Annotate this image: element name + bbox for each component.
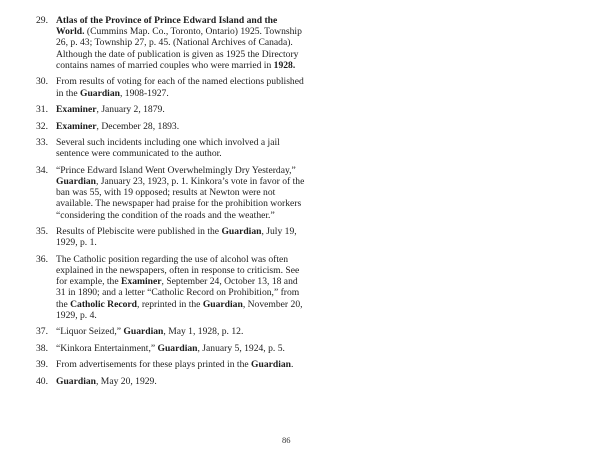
- endnote-text: [56, 137, 306, 159]
- endnote-number: 38.: [36, 342, 48, 354]
- page-number: 86: [282, 435, 291, 445]
- endnote-number: 40.: [36, 375, 48, 387]
- endnote-source-title: Guardian: [202, 298, 243, 310]
- endnote-number: 29.: [36, 15, 48, 26]
- endnote-text: [56, 343, 306, 354]
- endnote-text-run: The Catholic position regarding the use of alcohol was often explained in the newspapers, often in response to criticism. See for example, the: [56, 253, 300, 288]
- endnote-source-title: Atlas of the Province of Prince Edward Island and the World.: [56, 15, 278, 38]
- endnote-number: 35.: [36, 226, 48, 238]
- endnote-text-run: Results of Plebiscite were published in the: [56, 226, 222, 238]
- endnote-text-run: , May 1, 1928, p. 12.: [163, 326, 244, 338]
- endnote-text: [56, 254, 306, 321]
- endnote-source-title: 1928.: [273, 59, 296, 71]
- endnote-item: [26, 359, 306, 370]
- endnote-text-run: “Liquor Seized,”: [56, 326, 124, 338]
- endnote-source-title: Catholic Record: [70, 298, 138, 310]
- endnote-number: 30.: [36, 76, 48, 88]
- endnote-text-run: , July 19, 1929, p. 1.: [56, 226, 297, 249]
- endnote-text-run: From results of voting for each of the named elections published in the: [56, 76, 304, 99]
- endnote-text-run: From advertisements for these plays printed in the: [56, 359, 252, 371]
- endnote-text: [56, 121, 306, 132]
- endnote-number: 37.: [36, 326, 48, 338]
- endnote-item: [26, 121, 306, 132]
- endnote-number: 39.: [36, 359, 48, 371]
- endnote-text-run: .: [291, 359, 294, 371]
- endnote-text-run: , 1908-1927.: [119, 87, 169, 99]
- endnote-text-run: , January 2, 1879.: [96, 104, 165, 116]
- endnote-text-run: , January 5, 1924, p. 5.: [197, 342, 285, 354]
- endnote-text-run: , January 23, 1923, p. 1. Kinkora’s vote in favor of the ban was 55, with 19 opposed; results at Newton were not available. The newspaper had praise for the prohibition workers “considering the condition of the roads and the weather.”: [56, 175, 305, 221]
- endnote-text-run: “Prince Edward Island Went Overwhelmingly Dry Yesterday,”: [56, 164, 296, 176]
- endnote-number: 32.: [36, 120, 48, 132]
- endnote-item: [26, 76, 306, 98]
- endnote-text: [56, 326, 306, 337]
- endnote-text-run: Several such incidents including one which involved a jail sentence were communicated to the author.: [56, 137, 280, 160]
- endnote-source-title: Guardian: [251, 359, 292, 371]
- endnote-text-run: , December 28, 1893.: [96, 120, 180, 132]
- endnote-source-title: Examiner: [56, 120, 97, 132]
- endnote-text: [56, 359, 306, 370]
- endnote-item: [26, 137, 306, 159]
- endnote-item: [26, 343, 306, 354]
- endnotes-list: [26, 15, 306, 392]
- endnote-item: [26, 326, 306, 337]
- endnote-source-title: Guardian: [221, 226, 262, 238]
- endnote-number: 31.: [36, 104, 48, 116]
- endnote-source-title: Guardian: [56, 175, 96, 187]
- endnote-source-title: Examiner: [56, 104, 97, 116]
- endnote-item: [26, 165, 306, 221]
- endnote-item: [26, 376, 306, 387]
- endnote-item: [26, 15, 306, 71]
- endnote-number: 33.: [36, 137, 48, 149]
- endnote-text: [56, 165, 306, 221]
- endnote-text-run: , September 24, October 13, 18 and 31 in 1890; and a letter “Catholic Record on Prohibition,” from the: [56, 276, 300, 310]
- endnote-text-run: , November 20, 1929, p. 4.: [56, 298, 303, 321]
- endnote-source-title: Guardian: [79, 87, 120, 99]
- endnote-text-run: (Cummins Map. Co., Toronto, Ontario) 1925. Township 26, p. 43; Township 27, p. 45. (National Archives of Canada). Although the date of publication is given as 1925 the Directory contains names of married couples who were married in: [56, 26, 302, 71]
- endnote-source-title: Guardian: [56, 375, 96, 387]
- endnote-source-title: Guardian: [123, 326, 164, 338]
- endnote-text-run: , May 20, 1929.: [96, 375, 157, 387]
- endnote-text-run: “Kinkora Entertainment,”: [56, 342, 158, 354]
- endnote-number: 34.: [36, 164, 48, 176]
- endnote-text: [56, 76, 306, 98]
- endnote-text: [56, 226, 306, 248]
- endnote-text: [56, 104, 306, 115]
- endnote-source-title: Guardian: [157, 342, 198, 354]
- endnote-text-run: , reprinted in the: [137, 298, 203, 310]
- endnote-text: [56, 376, 306, 387]
- endnote-number: 36.: [36, 253, 48, 265]
- endnote-item: [26, 104, 306, 115]
- endnote-text: [56, 15, 306, 71]
- endnote-source-title: Examiner: [121, 276, 162, 288]
- endnote-item: [26, 254, 306, 321]
- endnote-item: [26, 226, 306, 248]
